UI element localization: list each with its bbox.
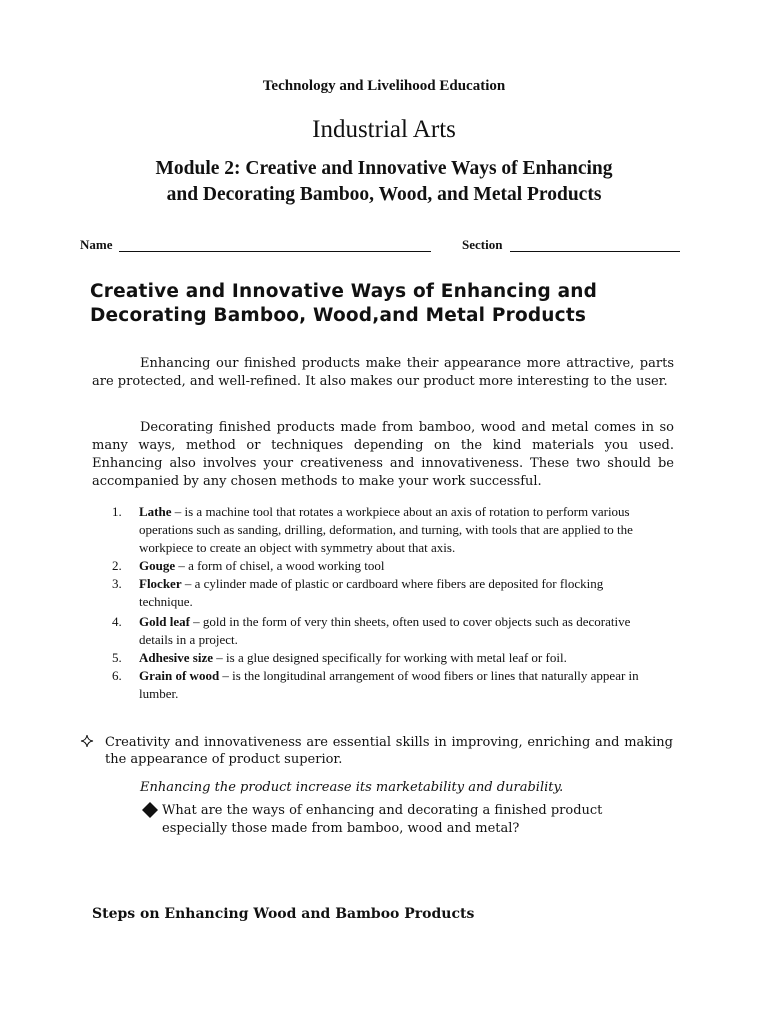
- list-item-number: 5.: [112, 650, 122, 665]
- list-item: [112, 613, 652, 649]
- section-heading-line1: Creative and Innovative Ways of Enhancing and: [90, 281, 598, 302]
- section-field-line[interactable]: [510, 251, 680, 252]
- term-definition: – is a glue designed specifically for working with metal leaf or foil.: [213, 650, 567, 665]
- list-item: [112, 667, 652, 703]
- list-item: [112, 649, 652, 667]
- list-item-number: 4.: [112, 614, 122, 629]
- list-item-number: 1.: [112, 504, 122, 519]
- list-item-number: 2.: [112, 558, 122, 573]
- term-definition: – gold in the form of very thin sheets, often used to cover objects such as decorative details in a project.: [139, 614, 631, 647]
- term-grain-of-wood: Grain of wood: [139, 668, 220, 683]
- term-definition: – a form of chisel, a wood working tool: [175, 558, 385, 573]
- name-field-line[interactable]: [119, 251, 431, 252]
- term-gold-leaf: Gold leaf: [139, 614, 190, 629]
- list-item: [112, 575, 652, 611]
- module-title: [0, 156, 768, 208]
- term-definition: – is a machine tool that rotates a workpiece about an axis of rotation to perform various operations such as sanding, drilling, deformation, and turning, with tools that are applied to the workpiece to create an object with symmetry about that axis.: [139, 504, 633, 555]
- list-item: [112, 503, 652, 557]
- list-item-number: 3.: [112, 576, 122, 591]
- term-adhesive-size: Adhesive size: [139, 650, 214, 665]
- module-title-line2: and Decorating Bamboo, Wood, and Metal Products: [166, 184, 602, 205]
- star-outline-bullet-icon: [80, 734, 94, 748]
- term-lathe: Lathe: [139, 504, 172, 519]
- diamond-bullet-icon: [141, 801, 159, 819]
- marketability-note: Enhancing the product increase its marketability and durability.: [140, 780, 564, 795]
- list-item: [112, 557, 652, 575]
- decorating-paragraph: Decorating finished products made from bamboo, wood and metal comes in so many ways, method or techniques depending on the kind materials you used. Enhancing also involves your creativeness and innovativeness. These two should be accompanied by any chosen methods to make your work successful.: [92, 420, 674, 489]
- intro-paragraph: Enhancing our finished products make their appearance more attractive, parts are protected, and well-refined. It also makes our product more interesting to the user.: [92, 356, 674, 389]
- term-flocker: Flocker: [139, 576, 182, 591]
- subject-title: Technology and Livelihood Education: [262, 78, 506, 94]
- term-definition: – a cylinder made of plastic or cardboard where fibers are deposited for flocking technique.: [139, 576, 604, 609]
- section-label: Section: [462, 237, 503, 252]
- term-definition: – is the longitudinal arrangement of wood fibers or lines that naturally appear in lumber.: [139, 668, 639, 701]
- course-title: Industrial Arts: [312, 116, 456, 143]
- term-gouge: Gouge: [139, 558, 176, 573]
- list-item-number: 6.: [112, 668, 122, 683]
- steps-heading: Steps on Enhancing Wood and Bamboo Products: [92, 906, 475, 922]
- creativity-bullet-text: Creativity and innovativeness are essential skills in improving, enriching and making the appearance of product superior.: [105, 735, 673, 767]
- section-heading: [90, 280, 690, 328]
- guiding-question: What are the ways of enhancing and decorating a finished product especially those made from bamboo, wood and metal?: [162, 803, 603, 836]
- terms-list: [112, 503, 652, 703]
- name-label: Name: [80, 237, 113, 252]
- section-heading-line2: Decorating Bamboo, Wood,and Metal Products: [90, 305, 587, 326]
- module-title-line1: Module 2: Creative and Innovative Ways of Enhancing: [155, 158, 613, 179]
